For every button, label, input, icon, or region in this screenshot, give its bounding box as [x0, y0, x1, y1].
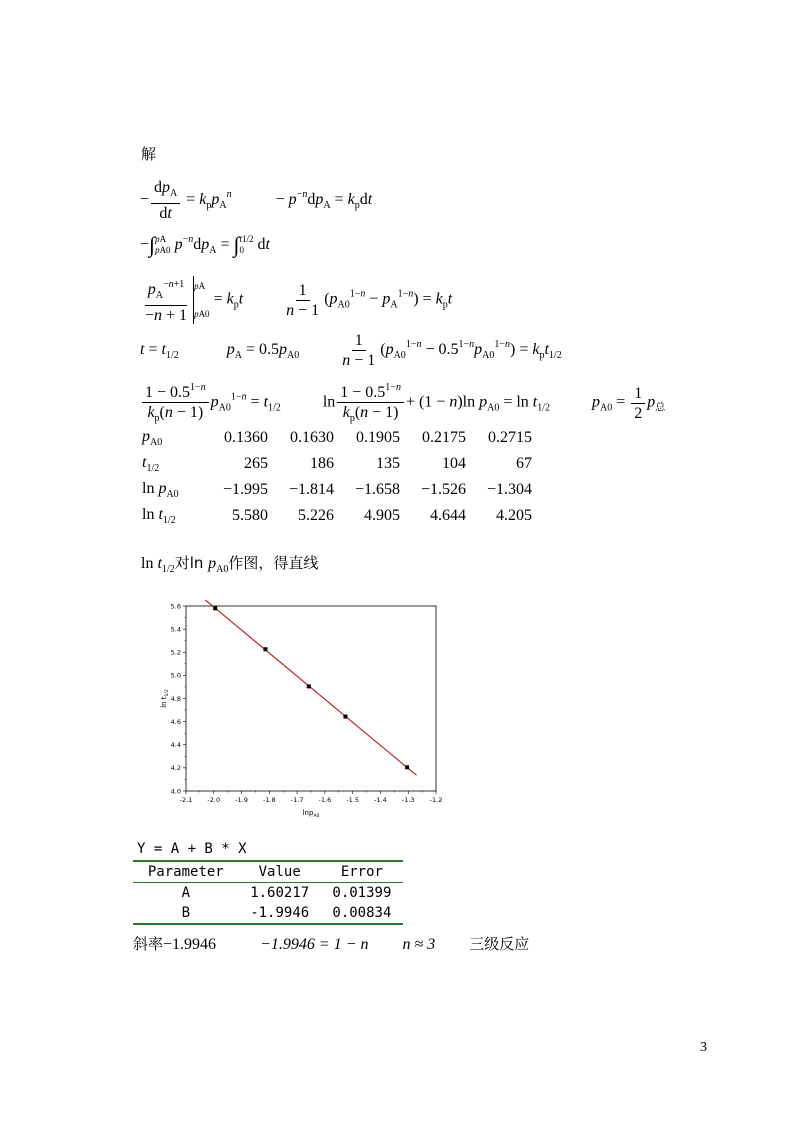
y-tick-label: 5.2: [170, 648, 181, 657]
table-cell: 67: [516, 455, 532, 472]
x-tick-label: -1.9: [235, 796, 248, 804]
x-tick-label: -1.2: [429, 796, 443, 804]
y-tick-label: 4.6: [170, 717, 181, 726]
x-tick-label: -1.3: [401, 796, 415, 804]
y-tick-label: 4.0: [170, 787, 181, 796]
x-tick-label: -1.6: [318, 796, 332, 804]
y-tick-label: 4.4: [170, 741, 181, 750]
plot-caption: $\ln t_{1/2}$对$\ln p_{A0}$作图，得直线: [141, 554, 319, 575]
data-point: [307, 684, 311, 688]
fit-table: [133, 860, 403, 925]
plot-caption-text-2: 作图，得直线: [228, 554, 319, 572]
fit-cell: 1.60217: [239, 883, 321, 904]
row-label: $p_{A0}$: [142, 428, 163, 448]
table-cell: −1.995: [222, 481, 268, 498]
order-approx: n ≈ 3: [402, 936, 436, 953]
x-tick-label: -1.5: [346, 796, 360, 804]
fit-row: [133, 903, 403, 924]
section-label: 解: [141, 145, 157, 163]
table-cell: 0.1630: [290, 429, 334, 446]
plot-caption-text: 对ln: [174, 554, 209, 572]
table-cell: 135: [376, 455, 400, 472]
slope-label: 斜率: [133, 935, 164, 953]
fit-cell: B: [133, 903, 239, 924]
row-label: $t_{1/2}$: [142, 454, 160, 474]
slope-value: −1.9946: [163, 936, 217, 953]
half-life-condition: $t = t_{1/2}$ $p_A = 0.5p_{A0}$ $\frac{1}{n - 1}$ $(p_{A0}^{1-n} - 0.5^{1-n}p_{A0}^{1-n}) = k_pt_{1/2}$: [140, 332, 562, 369]
y-tick-label: 4.8: [170, 694, 181, 703]
table-cell: 186: [310, 455, 334, 472]
table-cell: 0.1360: [224, 429, 268, 446]
table-cell: −1.526: [420, 481, 466, 498]
data-table: [142, 425, 532, 529]
conclusion: [133, 934, 529, 955]
y-tick-label: 4.2: [170, 764, 181, 773]
data-table-row: [142, 451, 532, 477]
x-tick-label: -2.0: [207, 796, 221, 804]
y-axis-label: $\ln t_{1/2}$: [160, 689, 170, 708]
table-cell: −1.814: [288, 481, 334, 498]
table-cell: 5.226: [298, 507, 334, 524]
fit-line: [194, 600, 416, 775]
row-label: $\ln t_{1/2}$: [142, 506, 176, 526]
table-cell: 0.2175: [422, 429, 466, 446]
table-cell: 4.205: [496, 507, 532, 524]
table-cell: 4.905: [364, 507, 400, 524]
fit-header-cell: Parameter: [133, 861, 239, 883]
table-cell: 0.1905: [356, 429, 400, 446]
table-cell: −1.304: [486, 481, 532, 498]
page-number: 3: [700, 1040, 707, 1055]
reaction-order-result: 三级反应: [469, 935, 530, 953]
rate-equation: − $\frac{dp_A}{dt}$ = $k_pp_A^n - p^{-n}dp_A = k_pdt$: [140, 179, 373, 222]
y-tick-label: 5.6: [170, 602, 181, 611]
x-tick-label: -1.7: [290, 796, 304, 804]
fit-header-cell: Error: [321, 861, 403, 883]
fit-cell: 0.01399: [321, 883, 403, 904]
table-cell: 4.644: [430, 507, 466, 524]
x-tick-label: -2.1: [179, 796, 193, 804]
half-life-equation: $\frac{1 - 0.5^{1-n}}{k_p(n - 1)}$ $p_{A0}^{1-n} = t_{1/2}$ ln $\frac{1 - 0.5^{1-n}}{k_p(n - 1)}$ + (1 − n)ln $p_{A0} = \ln t_{1/2}$ $p_{A0}$ = $\frac{1}{2}$ $p_总$: [140, 378, 665, 428]
fit-results: [133, 838, 403, 925]
table-cell: 265: [244, 455, 268, 472]
lnt-vs-lnp-chart: [150, 600, 450, 822]
x-tick-label: -1.4: [374, 796, 387, 804]
fit-header-cell: Value: [239, 861, 321, 883]
x-tick-label: -1.8: [262, 796, 276, 804]
fit-row: [133, 883, 403, 904]
plot-frame: [186, 606, 436, 791]
fit-cell: 0.00834: [321, 903, 403, 924]
integral-equation: −∫ pA pA0 $p^{-n}dp_A$ = ∫ t1/2 0 dt: [140, 232, 270, 257]
fit-cell: -1.9946: [239, 903, 321, 924]
row-label: $\ln p_{A0}$: [142, 480, 179, 500]
table-cell: 5.580: [232, 507, 268, 524]
table-cell: 104: [442, 455, 466, 472]
data-point: [263, 647, 267, 651]
table-cell: −1.658: [354, 481, 400, 498]
order-equation: −1.9946 = 1 − n: [260, 936, 369, 953]
data-table-row: [142, 503, 532, 529]
data-point: [343, 715, 347, 719]
x-axis-label: lnp$_{A0}$: [302, 809, 320, 819]
integrated-equation: $\frac{p_A^{-n+1}}{-n + 1}$ pA pA0 = $k_pt$ $\frac{1}{n - 1}$ $(p_{A0}^{1-n} - p_A^{1-n}) = k_pt$: [140, 272, 452, 328]
fit-equation: Y = A + B * X: [137, 841, 247, 857]
fit-cell: A: [133, 883, 239, 904]
data-point: [213, 606, 217, 610]
table-cell: 0.2715: [488, 429, 532, 446]
data-table-row: [142, 477, 532, 503]
y-tick-label: 5.0: [170, 671, 181, 680]
data-table-row: [142, 425, 532, 451]
data-point: [405, 765, 409, 769]
y-tick-label: 5.4: [170, 625, 181, 634]
